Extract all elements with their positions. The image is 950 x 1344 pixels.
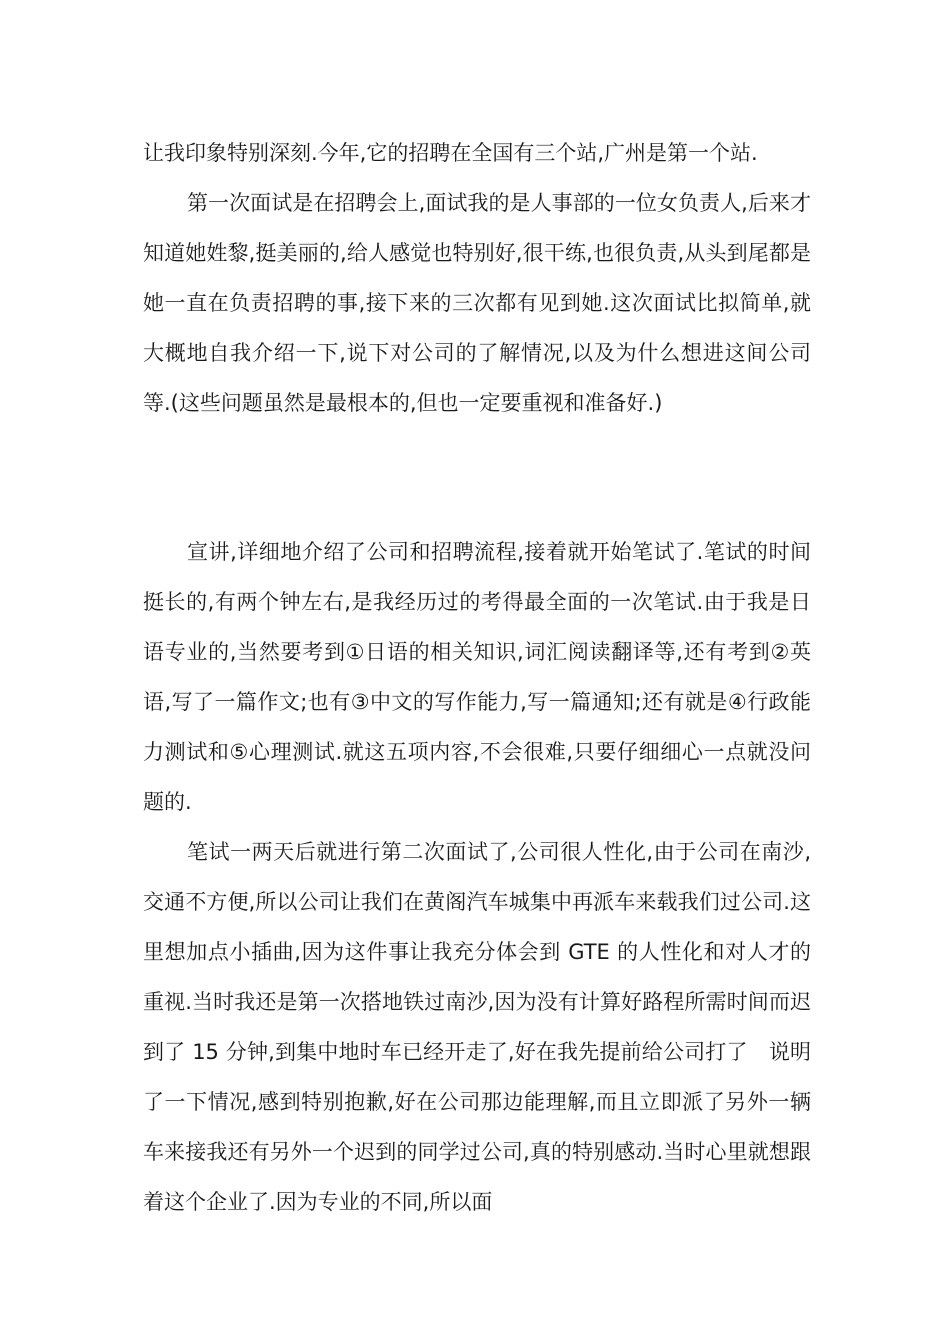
paragraph-first-interview: 第一次面试是在招聘会上,面试我的是人事部的一位女负责人,后来才知道她姓黎,挺美丽的,给人感觉也特别好,很干练,也很负责,从头到尾都是她一直在负责招聘的事,接下来的三次都有见到她.这次面试比拟简单,就大概地自我介绍一下,说下对公司的了解情况,以及为什么想进这间公司等.(这些问题虽然是最根本的,但也一定要重视和准备好.) [143, 191, 811, 415]
text-block-top [143, 128, 811, 428]
paragraph-second-interview: 笔试一两天后就进行第二次面试了,公司很人性化,由于公司在南沙,交通不方便,所以公司让我们在黄阁汽车城集中再派车来载我们过公司.这里想加点小插曲,因为这件事让我充分体会到 GTE 的人性化和对人才的重视.当时我还是第一次搭地铁过南沙,因为没有计算好路程所需时间而迟到了 15 分钟,到集中地时车已经开走了,好在我先提前给公司打了 说明了一下情况,感到特别抱歉,好在公司那边能理解,而且立即派了另外一辆车来接我还有另外一个迟到的同学过公司,真的特别感动.当时心里就想跟着这个企业了.因为专业的不同,所以面 [143, 840, 811, 1214]
text-block-bottom [143, 527, 811, 1227]
paragraph-written-test: 宣讲,详细地介绍了公司和招聘流程,接着就开始笔试了.笔试的时间挺长的,有两个钟左右,是我经历过的考得最全面的一次笔试.由于我是日语专业的,当然要考到①日语的相关知识,词汇阅读翻译等,还有考到②英语,写了一篇作文;也有③中文的写作能力,写一篇通知;还有就是④行政能力测试和⑤心理测试.就这五项内容,不会很难,只要仔细细心一点就没问题的. [143, 540, 811, 814]
paragraph-continuation: 让我印象特别深刻.今年,它的招聘在全国有三个站,广州是第一个站. [143, 141, 758, 165]
